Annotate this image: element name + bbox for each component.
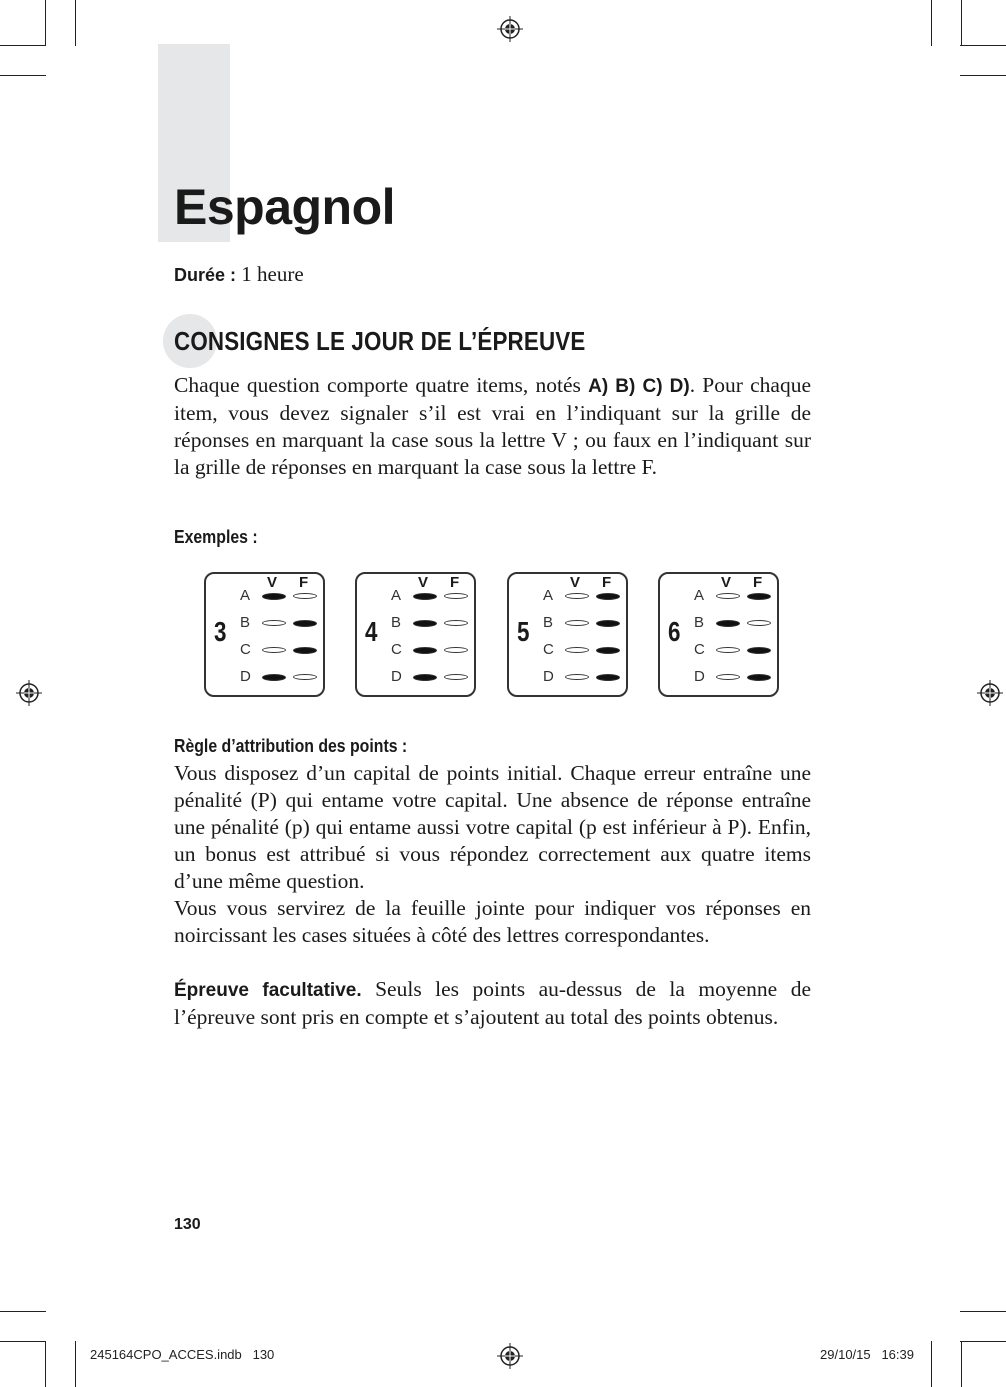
header-f: F xyxy=(753,574,763,591)
answer-bubble-v xyxy=(565,674,589,680)
row-letter: D xyxy=(240,668,251,685)
crop-mark xyxy=(960,1311,1006,1312)
answer-bubble-v xyxy=(716,674,740,680)
examples-label: Exemples : xyxy=(174,527,258,547)
example-grid-4 xyxy=(355,572,476,697)
answer-bubble-v xyxy=(565,593,589,599)
crop-mark xyxy=(0,75,46,76)
question-number: 3 xyxy=(214,616,227,647)
row-letter: C xyxy=(391,641,402,658)
answer-bubble-f xyxy=(747,647,771,654)
header-f: F xyxy=(602,574,612,591)
question-number: 4 xyxy=(365,616,378,647)
answer-bubble-v xyxy=(716,647,740,653)
answer-bubble-f xyxy=(596,647,620,654)
optional-paragraph xyxy=(174,976,811,1031)
duration xyxy=(174,262,304,287)
answer-bubble-f xyxy=(444,620,468,626)
answer-bubble-f xyxy=(444,674,468,680)
answer-bubble-v xyxy=(413,620,437,627)
rule-label: Règle d’attribution des points : xyxy=(174,736,408,756)
registration-mark-icon xyxy=(977,680,1003,706)
header-f: F xyxy=(299,574,309,591)
answer-bubble-v xyxy=(565,620,589,626)
footer-file: 245164CPO_ACCES.indb 130 xyxy=(90,1347,275,1362)
row-letter: C xyxy=(543,641,554,658)
question-number: 5 xyxy=(517,616,530,647)
crop-mark xyxy=(961,1341,962,1387)
registration-mark-icon xyxy=(16,680,42,706)
answer-bubble-f xyxy=(747,620,771,626)
row-letter: B xyxy=(543,614,554,631)
header-v: V xyxy=(721,574,732,591)
crop-mark xyxy=(0,1341,46,1342)
row-letter: B xyxy=(391,614,402,631)
intro-paragraph xyxy=(174,372,811,481)
answer-bubble-v xyxy=(262,674,286,681)
example-grid-6 xyxy=(658,572,779,697)
crop-mark xyxy=(75,0,76,46)
answer-bubble-f xyxy=(444,647,468,653)
row-letter: A xyxy=(240,587,251,604)
crop-mark xyxy=(0,1311,46,1312)
crop-mark xyxy=(960,1341,1006,1342)
answer-bubble-v xyxy=(565,647,589,653)
duration-label: Durée : xyxy=(174,265,237,285)
intro-part2: . Pour chaque item, vous devez signaler s’il est vrai en l’indiquant sur la grille de réponses en marquant la case sous la lettre V ; ou faux en l’indiquant sur la grille de réponses en marquant la case sous la lettre F. xyxy=(174,373,812,479)
footer-date: 29/10/15 16:39 xyxy=(820,1347,914,1362)
crop-mark xyxy=(960,45,1006,46)
row-letter: B xyxy=(694,614,705,631)
answer-bubble-v xyxy=(413,593,437,600)
duration-value: 1 heure xyxy=(236,262,304,286)
row-letter: A xyxy=(391,587,402,604)
answer-bubble-f xyxy=(444,593,468,599)
header-v: V xyxy=(267,574,278,591)
question-number: 6 xyxy=(668,616,681,647)
header-v: V xyxy=(418,574,429,591)
crop-mark xyxy=(931,0,932,46)
section-heading: CONSIGNES LE JOUR DE L’ÉPREUVE xyxy=(174,326,586,356)
header-v: V xyxy=(570,574,581,591)
answer-bubble-f xyxy=(293,593,317,599)
page-number: 130 xyxy=(174,1216,201,1233)
example-grid-3 xyxy=(204,572,325,697)
answer-bubble-v xyxy=(413,647,437,654)
intro-part1: Chaque question comporte quatre items, notés xyxy=(174,373,589,397)
optional-text: Seuls les points au-dessus de la moyenne de l’épreuve sont pris en compte et s’ajoutent au total des points obtenus. xyxy=(174,977,811,1029)
answer-bubble-v xyxy=(262,647,286,653)
answer-bubble-v xyxy=(716,593,740,599)
optional-label: Épreuve facultative. xyxy=(174,980,362,1001)
header-f: F xyxy=(450,574,460,591)
answer-bubble-v xyxy=(262,593,286,600)
crop-mark xyxy=(75,1341,76,1387)
row-letter: B xyxy=(240,614,251,631)
row-letter: D xyxy=(543,668,554,685)
answer-bubble-f xyxy=(747,674,771,681)
answer-bubble-f xyxy=(293,620,317,627)
answer-bubble-f xyxy=(596,593,620,600)
answer-bubble-f xyxy=(747,593,771,600)
registration-mark-icon xyxy=(497,1343,523,1369)
registration-mark-icon xyxy=(497,16,523,42)
intro-items: A) B) C) D) xyxy=(588,376,690,397)
page-title: Espagnol xyxy=(174,179,396,235)
row-letter: C xyxy=(694,641,705,658)
answer-bubble-f xyxy=(293,674,317,680)
row-letter: C xyxy=(240,641,251,658)
crop-mark xyxy=(0,45,46,46)
rule-paragraph-2: Vous vous servirez de la feuille jointe pour indiquer vos réponses en noircissant les cases situées à côté des lettres correspondantes. xyxy=(174,896,811,947)
answer-bubble-v xyxy=(413,674,437,681)
crop-mark xyxy=(45,1341,46,1387)
example-grid-5 xyxy=(507,572,628,697)
answer-bubble-f xyxy=(293,647,317,654)
row-letter: D xyxy=(391,668,402,685)
answer-bubble-v xyxy=(716,620,740,627)
answer-bubble-f xyxy=(596,620,620,627)
row-letter: D xyxy=(694,668,705,685)
row-letter: A xyxy=(694,587,705,604)
crop-mark xyxy=(961,0,962,46)
row-letter: A xyxy=(543,587,554,604)
answer-bubble-f xyxy=(596,674,620,681)
crop-mark xyxy=(960,75,1006,76)
crop-mark xyxy=(45,0,46,46)
rule-paragraph: Vous disposez d’un capital de points initial. Chaque erreur entraîne une pénalité (P) qui entame votre capital. Une absence de réponse entraîne une pénalité (p) qui entame aussi votre capital (p est inférieur à P). Enfin, un bonus est attribué si vous répondez correctement aux quatre items d’une même question. xyxy=(174,761,811,893)
answer-bubble-v xyxy=(262,620,286,626)
crop-mark xyxy=(931,1341,932,1387)
